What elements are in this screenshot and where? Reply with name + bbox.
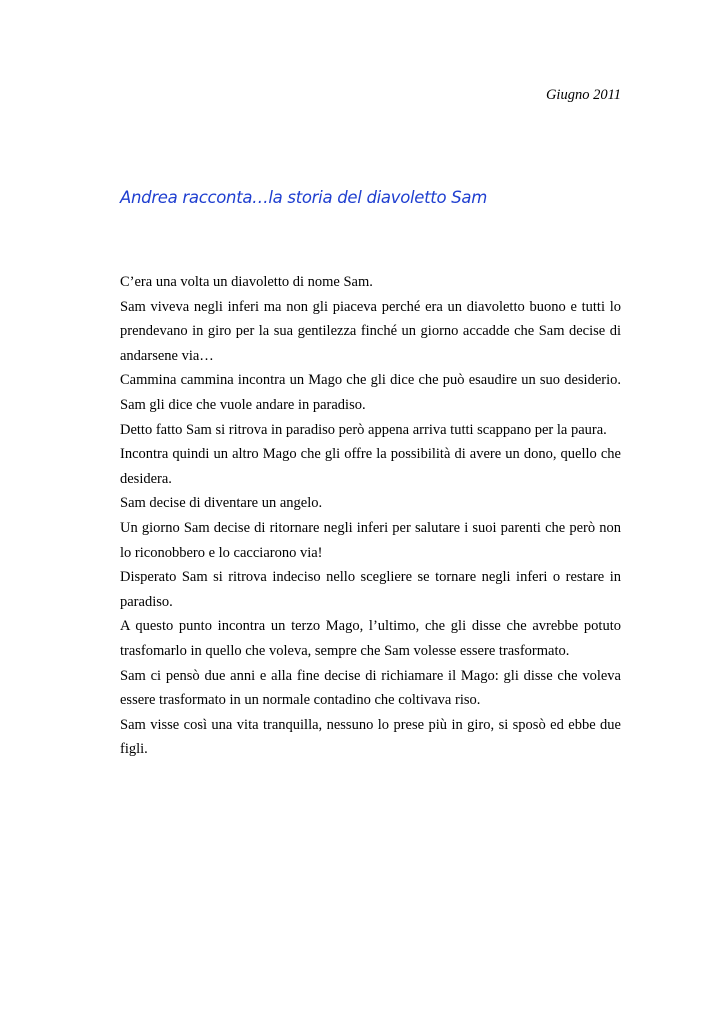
story-paragraph: Un giorno Sam decise di ritornare negli inferi per salutare i suoi parenti che però non lo riconobbero e lo cacciarono via! xyxy=(120,519,621,561)
story-paragraph: Sam viveva negli inferi ma non gli piaceva perché era un diavoletto buono e tutti lo prendevano in giro per la sua gentilezza finché un giorno accadde che Sam decise di andarsene via… xyxy=(120,298,621,364)
story-body xyxy=(120,270,621,762)
story-paragraph: Sam decise di diventare un angelo. xyxy=(120,495,323,512)
story-paragraph: A questo punto incontra un terzo Mago, l’ultimo, che gli disse che avrebbe potuto trasfomarlo in quello che voleva, sempre che Sam volesse essere trasformato. xyxy=(120,618,621,659)
story-paragraph: Disperato Sam si ritrova indeciso nello scegliere se tornare negli inferi o restare in paradiso. xyxy=(120,569,621,610)
story-paragraph: Sam visse così una vita tranquilla, nessuno lo prese più in giro, si sposò ed ebbe due figli. xyxy=(120,716,621,758)
story-paragraph: Detto fatto Sam si ritrova in paradiso però appena arriva tutti scappano per la paura. xyxy=(120,421,607,438)
story-paragraph: Cammina cammina incontra un Mago che gli dice che può esaudire un suo desiderio. Sam gli dice che vuole andare in paradiso. xyxy=(120,372,621,413)
document-date: Giugno 2011 xyxy=(545,87,621,103)
document-title: Andrea racconta…la storia del diavoletto Sam xyxy=(120,188,487,207)
story-paragraph: Incontra quindi un altro Mago che gli offre la possibilità di avere un dono, quello che desidera. xyxy=(120,446,621,487)
story-paragraph: C’era una volta un diavoletto di nome Sam. xyxy=(120,274,373,290)
story-paragraph: Sam ci pensò due anni e alla fine decise di richiamare il Mago: gli disse che voleva essere trasformato in un normale contadino che coltivava riso. xyxy=(120,667,621,709)
